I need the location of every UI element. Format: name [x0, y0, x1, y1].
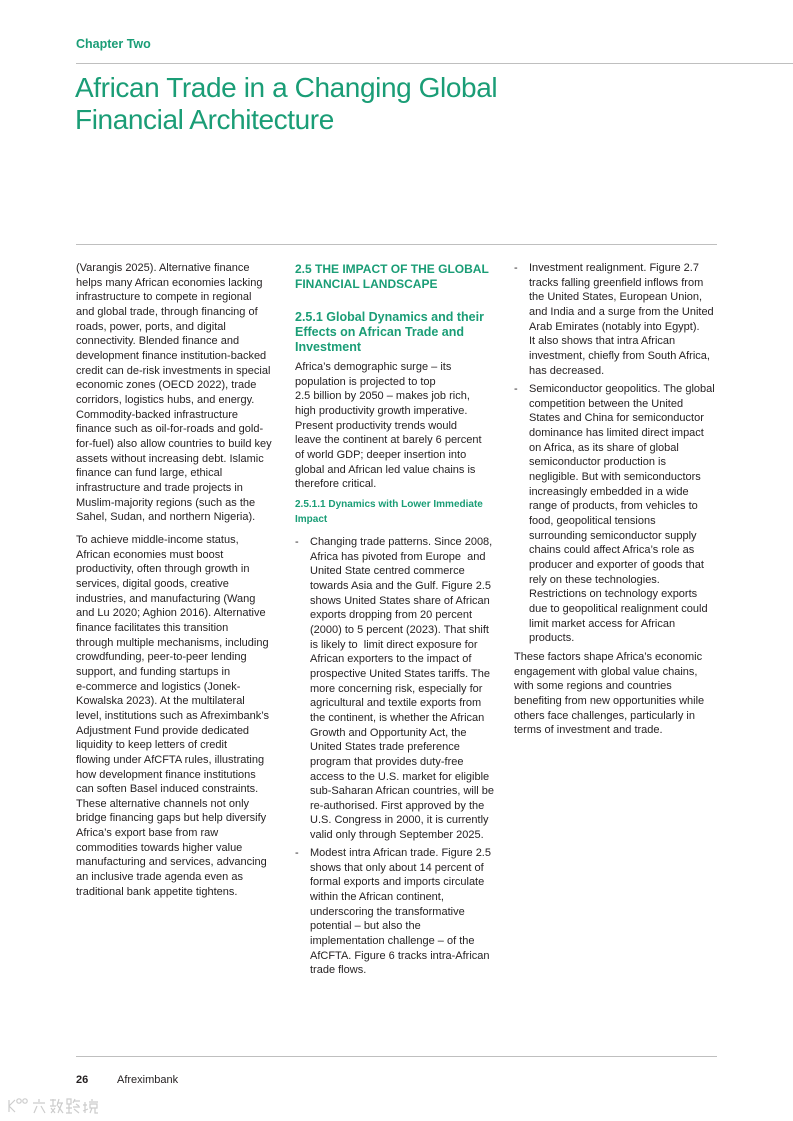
bullet-marker: -: [514, 383, 518, 395]
section-heading: 2.5 THE IMPACT OF THE GLOBAL FINANCIAL LANDSCAPE: [295, 262, 489, 291]
list-item: [295, 535, 494, 843]
content-divider: [76, 244, 717, 245]
bullet-text: Investment realignment. Figure 2.7 tracks falling greenfield inflows from the United States, European Union, and India and a surge from the United Arab Emirates (notably into Egypt). It also shows that intra African investment, chiefly from South Africa, has decreased.: [529, 262, 714, 377]
watermark-logo: [6, 1094, 106, 1118]
page-title: African Trade in a Changing Global Financial Architecture: [75, 72, 498, 135]
bullet-marker: -: [514, 262, 518, 274]
chapter-label: Chapter Two: [76, 37, 151, 51]
watermark-glyph: [33, 1099, 45, 1113]
list-item: [514, 382, 715, 646]
intro-paragraph: Africa’s demographic surge – its population is projected to top 2.5 billion by 2050 – makes job rich, high productivity growth imperative. Present productivity trends would leave the continent at barely 6 percent of world GDP; deeper insertion into global and African led value chains is therefore critical.: [295, 361, 482, 491]
column1-paragraph-1: (Varangis 2025). Alternative finance helps many African economies lacking infrastructure to compete in regional and global trade, through financing of roads, power, ports, and digital connectivity. Blended finance and development finance institution-backed credit can de-risk investments in special economic zones (OECD 2022), trade corridors, logistics hubs, and energy. Commodity-backed infrastructure finance such as oil-for-roads and gold- for-fuel) also allow countries to build key assets without increasing debt. Islamic finance can fund large, ethical infrastructure and trade projects in Muslim-majority regions (such as the Sahel, Sudan, and northern Nigeria).: [76, 262, 272, 524]
watermark-glyph: [66, 1099, 80, 1113]
watermark-dot: [17, 1099, 21, 1103]
watermark-mark: [9, 1100, 15, 1112]
bullet-marker: -: [295, 536, 299, 548]
subsubsection-heading: 2.5.1.1 Dynamics with Lower Immediate Impact: [295, 499, 483, 525]
column1-paragraph-2: To achieve middle-income status, African economies must boost productivity, often through growth in services, digital goods, creative industries, and manufacturing (Wang and Lu 2020; Aghion 2016). Alternative finance facilitates this transition through multiple mechanisms, including crowdfunding, peer-to-peer lending support, and funding startups in e-commerce and logistics (Jonek- Kowalska 2023). At the multilateral level, institutions such as Afreximbank’s Adjustment Fund provide dedicated liquidity to keep letters of credit flowing under AfCFTA rules, illustrating how development finance institutions can soften Basel induced constraints. These alternative channels not only bridge financing gaps but help diversify Africa’s export base from raw commodities towards higher value manufacturing and services, advancing an inclusive trade agenda even as traditional bank appetite tightens.: [76, 534, 269, 898]
bullet-text: Modest intra African trade. Figure 2.5 shows that only about 14 percent of formal exports and imports circulate within the African continent, underscoring the transformative potential – but also the implementation challenge – of the AfCFTA. Figure 6 tracks intra-African trade flows.: [310, 847, 491, 977]
list-item: [295, 846, 491, 978]
page-number: 26: [76, 1074, 89, 1086]
watermark-dot: [23, 1099, 27, 1103]
footer-divider: [76, 1056, 717, 1057]
bullet-marker: -: [295, 847, 299, 859]
watermark-glyph: [83, 1099, 98, 1113]
header-divider: [76, 63, 793, 64]
watermark-glyph: [50, 1099, 63, 1113]
subsection-heading: 2.5.1 Global Dynamics and their Effects on African Trade and Investment: [295, 310, 484, 354]
list-item: [514, 261, 714, 378]
closing-paragraph: These factors shape Africa’s economic engagement with global value chains, with some regions and countries benefiting from new opportunities while others face challenges, particularly in terms of investment and trade.: [514, 651, 705, 737]
bullet-text: Changing trade patterns. Since 2008, Africa has pivoted from Europe and United State centred commerce towards Asia and the Gulf. Figure 2.5 shows United States share of African exports dropping from 20 percent (2000) to 5 percent (2023). That shift is likely to limit direct exposure for African exporters to the impact of prospective United States tariffs. The more concerning risk, especially for agricultural and textile exports from the continent, is whether the African Growth and Opportunity Act, the United States trade preference program that provides duty-free access to the U.S. market for eligible sub-Saharan African countries, will be re-authorised. First approved by the U.S. Congress in 2000, it is currently valid only through September 2025.: [310, 536, 495, 842]
publisher-name: Afreximbank: [117, 1074, 179, 1086]
bullet-text: Semiconductor geopolitics. The global competition between the United States and China for semiconductor dominance has limited direct impact on Africa, as its share of global semiconductor production is negligible. But with semiconductors increasingly embedded in a wide range of products, from vehicles to food, geopolitical tensions surrounding semiconductor supply chains could affect Africa’s role as producer and exporter of goods that rely on these technologies. Restrictions on technology exports due to geopolitical realignment could limit market access for African products.: [529, 383, 715, 645]
